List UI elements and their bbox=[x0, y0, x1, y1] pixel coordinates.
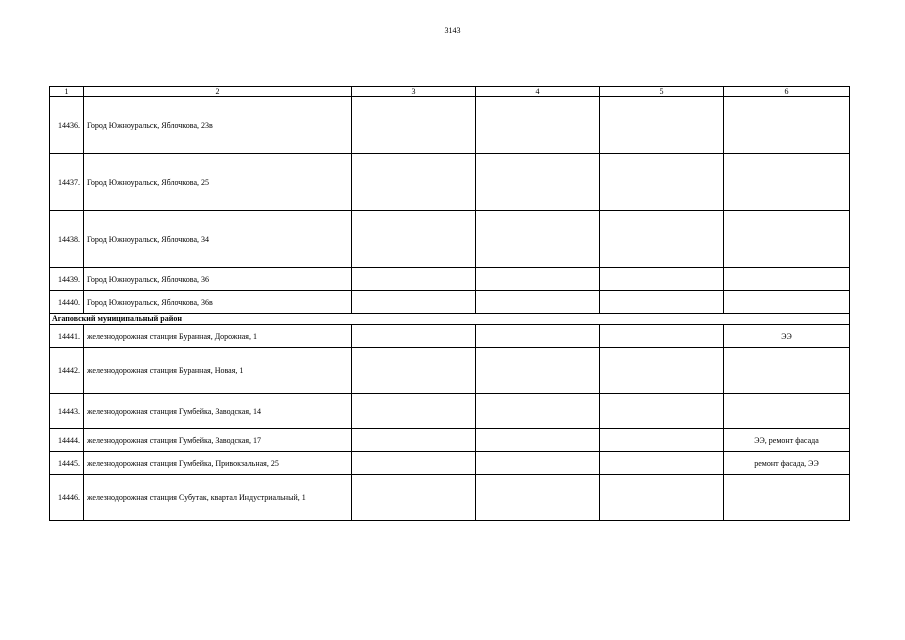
column-header-1: 1 bbox=[50, 87, 84, 97]
page-number: 3143 bbox=[444, 26, 461, 35]
row-cell-6 bbox=[724, 97, 850, 154]
row-cell-5 bbox=[600, 291, 724, 314]
row-cell-6: ЭЭ, ремонт фасада bbox=[724, 429, 850, 452]
row-number: 14439. bbox=[50, 268, 84, 291]
header-row bbox=[50, 87, 850, 97]
row-cell-5 bbox=[600, 348, 724, 394]
row-cell-4 bbox=[476, 452, 600, 475]
row-number: 14437. bbox=[50, 154, 84, 211]
table-row bbox=[50, 348, 850, 394]
row-cell-4 bbox=[476, 291, 600, 314]
row-number: 14436. bbox=[50, 97, 84, 154]
column-header-2: 2 bbox=[84, 87, 352, 97]
row-cell-3 bbox=[352, 97, 476, 154]
row-address: Город Южноуральск, Яблочкова, 36 bbox=[84, 268, 352, 291]
row-number: 14438. bbox=[50, 211, 84, 268]
row-address: железнодорожная станция Буранная, Новая, 1 bbox=[84, 348, 352, 394]
row-number: 14446. bbox=[50, 475, 84, 521]
row-cell-5 bbox=[600, 211, 724, 268]
row-cell-5 bbox=[600, 268, 724, 291]
row-cell-3 bbox=[352, 475, 476, 521]
table-row bbox=[50, 291, 850, 314]
row-address: железнодорожная станция Гумбейка, Привокзальная, 25 bbox=[84, 452, 352, 475]
row-cell-4 bbox=[476, 475, 600, 521]
row-number: 14443. bbox=[50, 394, 84, 429]
row-number: 14442. bbox=[50, 348, 84, 394]
table-row bbox=[50, 211, 850, 268]
row-cell-5 bbox=[600, 325, 724, 348]
row-cell-3 bbox=[352, 268, 476, 291]
row-cell-4 bbox=[476, 325, 600, 348]
row-cell-4 bbox=[476, 154, 600, 211]
row-cell-6 bbox=[724, 394, 850, 429]
table-row bbox=[50, 429, 850, 452]
row-address: железнодорожная станция Буранная, Дорожная, 1 bbox=[84, 325, 352, 348]
column-header-5: 5 bbox=[600, 87, 724, 97]
row-address: железнодорожная станция Субутак, квартал Индустриальный, 1 bbox=[84, 475, 352, 521]
row-cell-6: ЭЭ bbox=[724, 325, 850, 348]
row-number: 14441. bbox=[50, 325, 84, 348]
column-header-6: 6 bbox=[724, 87, 850, 97]
table-row bbox=[50, 97, 850, 154]
row-address: Город Южноуральск, Яблочкова, 23в bbox=[84, 97, 352, 154]
row-cell-3 bbox=[352, 394, 476, 429]
row-address: Город Южноуральск, Яблочкова, 25 bbox=[84, 154, 352, 211]
row-cell-5 bbox=[600, 429, 724, 452]
row-cell-3 bbox=[352, 348, 476, 394]
row-cell-6 bbox=[724, 154, 850, 211]
row-address: железнодорожная станция Гумбейка, Заводская, 14 bbox=[84, 394, 352, 429]
row-cell-5 bbox=[600, 452, 724, 475]
row-cell-4 bbox=[476, 97, 600, 154]
table-row bbox=[50, 475, 850, 521]
row-cell-3 bbox=[352, 291, 476, 314]
row-cell-4 bbox=[476, 429, 600, 452]
row-cell-6: ремонт фасада, ЭЭ bbox=[724, 452, 850, 475]
section-title: Агаповский муниципальный район bbox=[50, 314, 850, 325]
row-cell-4 bbox=[476, 348, 600, 394]
row-number: 14440. bbox=[50, 291, 84, 314]
row-cell-3 bbox=[352, 429, 476, 452]
table-row bbox=[50, 452, 850, 475]
row-cell-6 bbox=[724, 475, 850, 521]
table-row bbox=[50, 325, 850, 348]
row-cell-4 bbox=[476, 268, 600, 291]
row-cell-5 bbox=[600, 475, 724, 521]
row-cell-4 bbox=[476, 394, 600, 429]
row-address: железнодорожная станция Гумбейка, Заводская, 17 bbox=[84, 429, 352, 452]
table-row bbox=[50, 394, 850, 429]
column-header-3: 3 bbox=[352, 87, 476, 97]
row-cell-5 bbox=[600, 154, 724, 211]
column-header-4: 4 bbox=[476, 87, 600, 97]
data-table bbox=[49, 86, 850, 521]
table-row bbox=[50, 268, 850, 291]
row-address: Город Южноуральск, Яблочкова, 36в bbox=[84, 291, 352, 314]
row-address: Город Южноуральск, Яблочкова, 34 bbox=[84, 211, 352, 268]
row-cell-3 bbox=[352, 211, 476, 268]
row-cell-3 bbox=[352, 325, 476, 348]
row-cell-5 bbox=[600, 97, 724, 154]
row-number: 14444. bbox=[50, 429, 84, 452]
section-row bbox=[50, 314, 850, 325]
row-cell-6 bbox=[724, 348, 850, 394]
row-cell-6 bbox=[724, 211, 850, 268]
row-cell-3 bbox=[352, 452, 476, 475]
row-cell-6 bbox=[724, 268, 850, 291]
row-cell-6 bbox=[724, 291, 850, 314]
row-cell-5 bbox=[600, 394, 724, 429]
row-cell-4 bbox=[476, 211, 600, 268]
row-cell-3 bbox=[352, 154, 476, 211]
table-row bbox=[50, 154, 850, 211]
row-number: 14445. bbox=[50, 452, 84, 475]
